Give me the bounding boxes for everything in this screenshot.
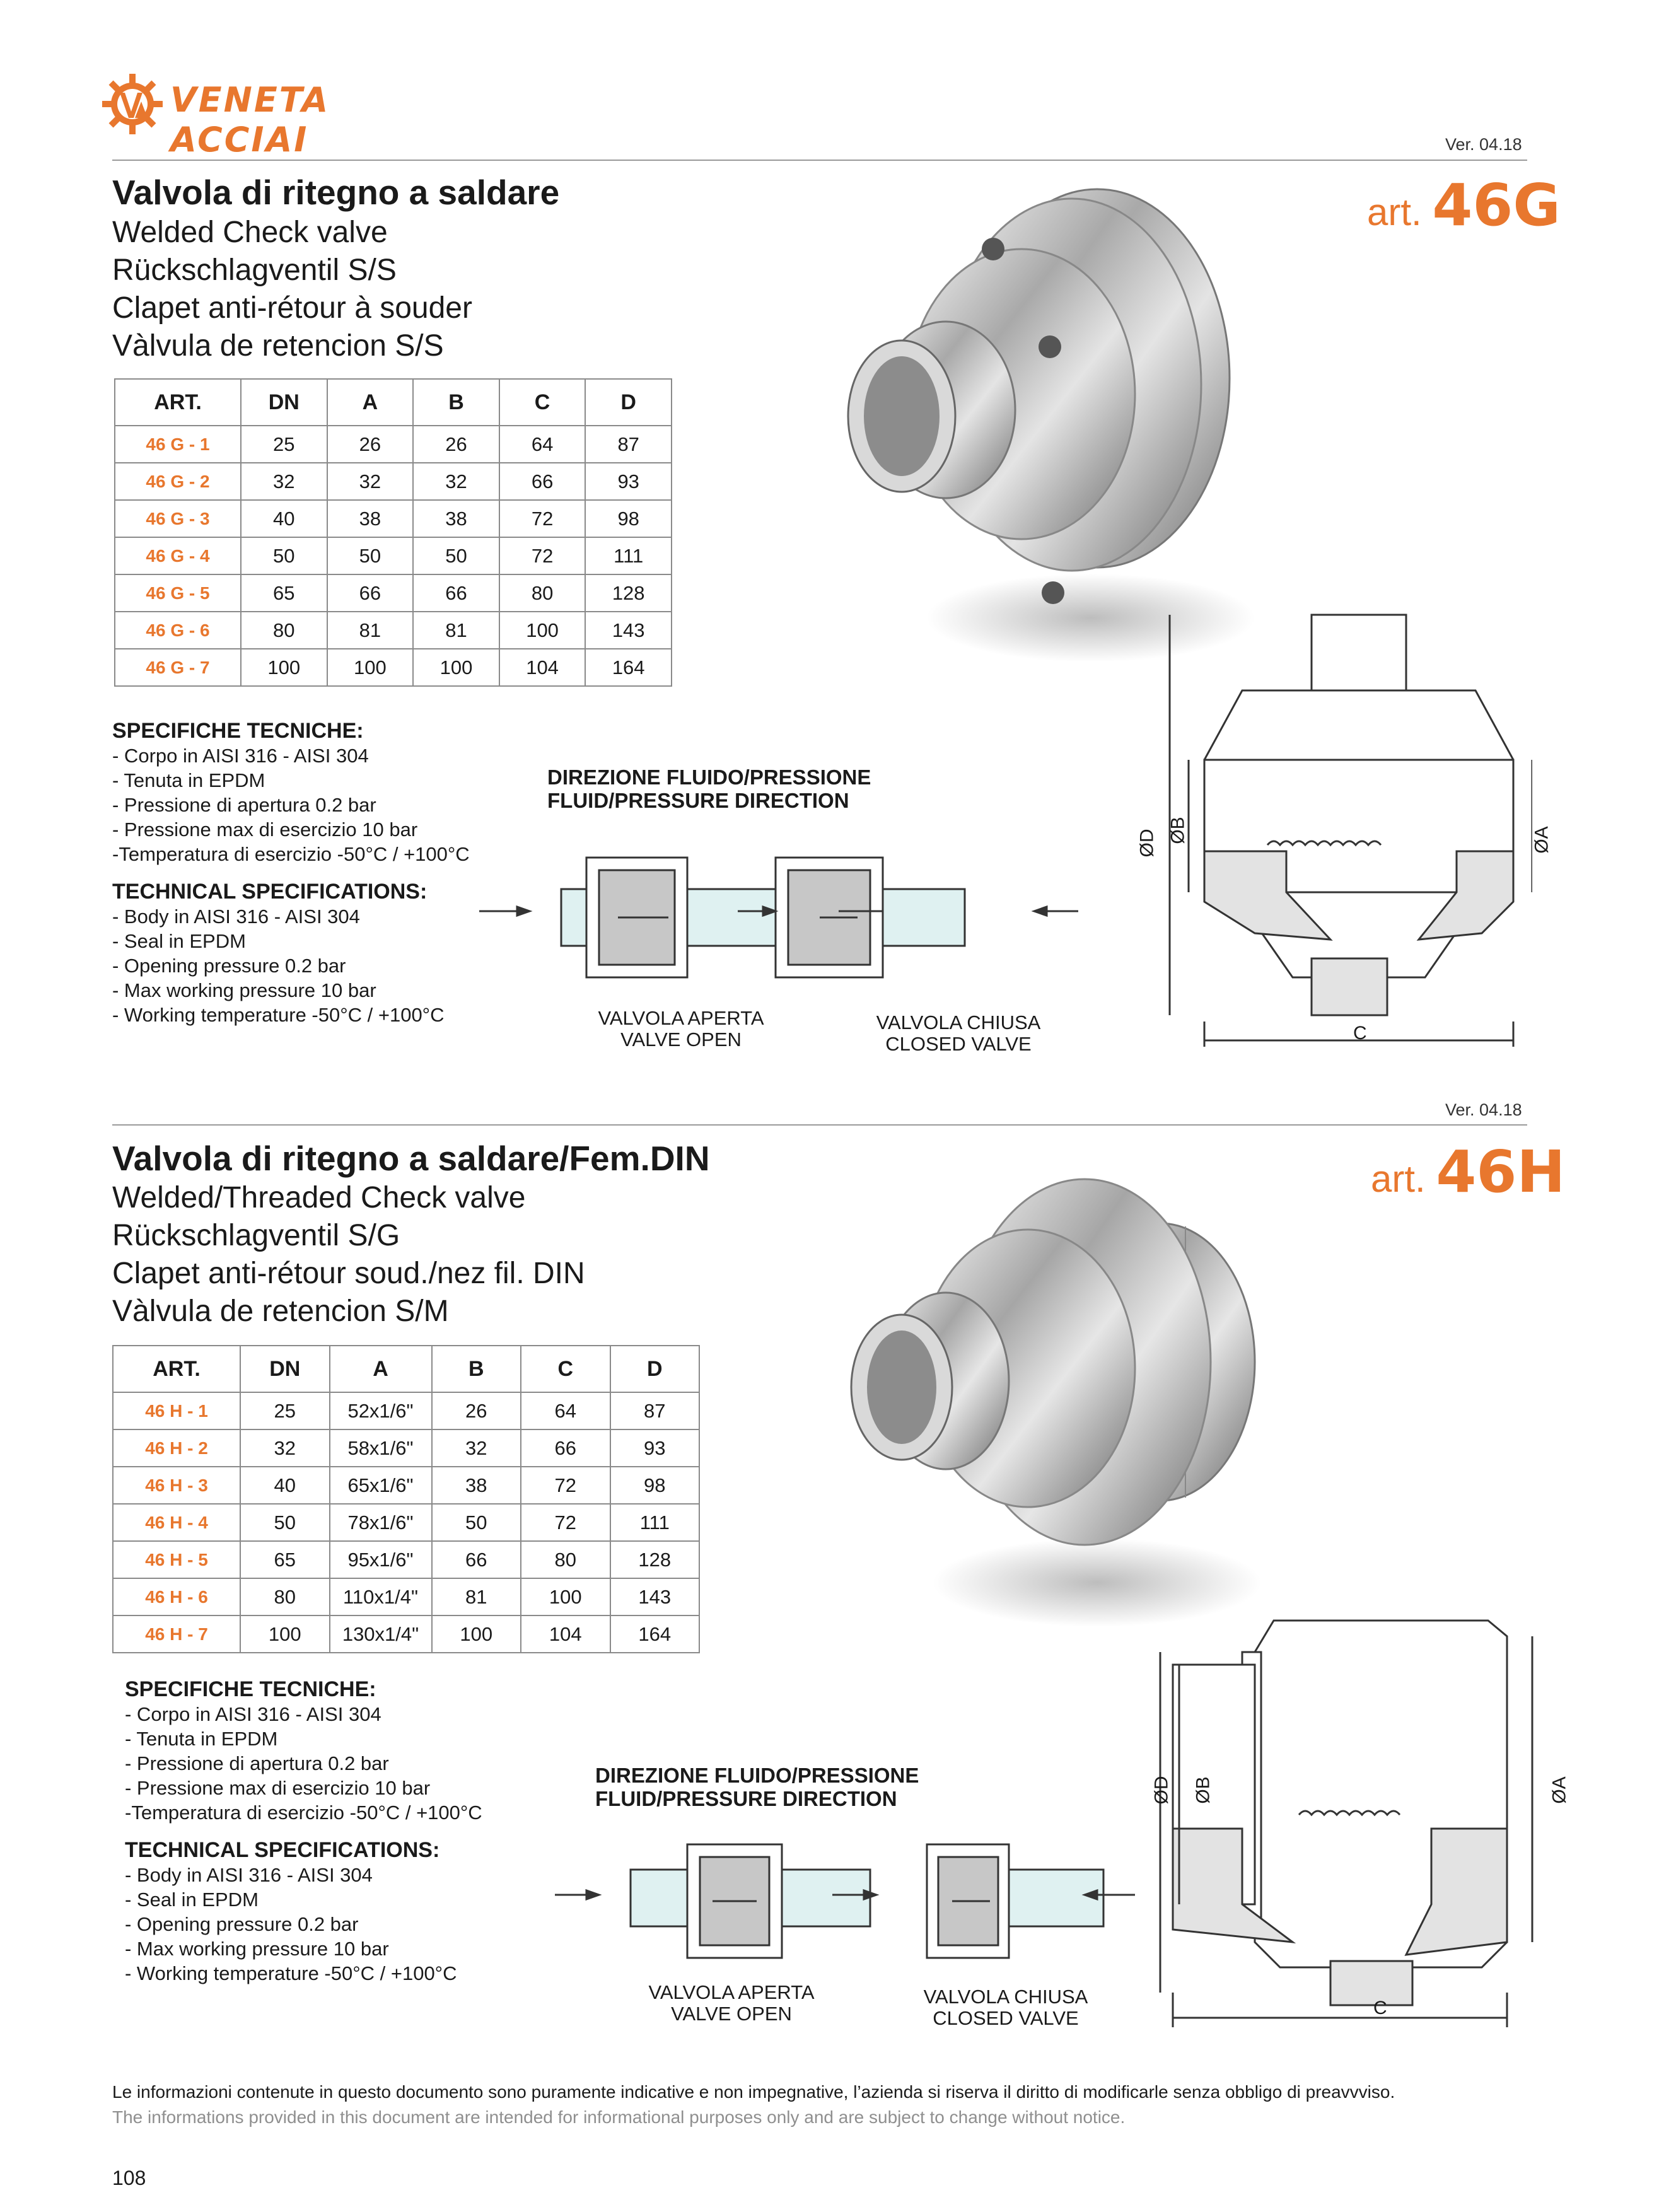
dim-c: C [1373, 1998, 1387, 2018]
dim-b: ØB [1192, 1776, 1214, 1804]
col-header: ART. [115, 379, 241, 426]
spec-item: - Opening pressure 0.2 bar [112, 955, 346, 977]
brand-name: VENETA ACCIAI [170, 80, 330, 160]
value-cell: 130x1/4" [330, 1615, 432, 1653]
flow-direction-label [547, 765, 871, 812]
value-cell: 25 [240, 1392, 330, 1429]
spec-item: - Pressione max di esercizio 10 bar [125, 1777, 431, 1799]
spec-it-title: SPECIFICHE TECNICHE: [112, 719, 364, 743]
spec-item: - Corpo in AISI 316 - AISI 304 [112, 745, 369, 767]
value-cell: 128 [610, 1541, 700, 1578]
value-cell: 26 [432, 1392, 521, 1429]
dimensions-table [114, 378, 672, 687]
article-prefix: art. [1371, 1158, 1426, 1200]
caption-line: VALVE OPEN [671, 2003, 792, 2025]
spec-item: - Seal in EPDM [125, 1889, 259, 1911]
article-code [1367, 172, 1561, 239]
value-cell: 143 [610, 1578, 700, 1615]
product-subtitles [112, 1179, 585, 1330]
value-cell: 58x1/6" [330, 1429, 432, 1467]
table-header-row [115, 379, 672, 426]
dimensions-table [112, 1345, 700, 1653]
value-cell: 128 [585, 574, 672, 612]
article-cell: 46 G - 3 [115, 500, 241, 537]
table-row [113, 1467, 699, 1504]
spec-item: - Working temperature -50°C / +100°C [112, 1004, 445, 1026]
spec-list-en [112, 880, 444, 1027]
spec-item: -Temperatura di esercizio -50°C / +100°C [125, 1802, 482, 1824]
col-header: C [499, 379, 586, 426]
article-cell: 46 H - 1 [113, 1392, 240, 1429]
spec-item: - Pressione di apertura 0.2 bar [112, 794, 376, 816]
article-code [1371, 1138, 1565, 1206]
value-cell: 80 [240, 1578, 330, 1615]
value-cell: 26 [413, 426, 499, 463]
spec-item: -Temperatura di esercizio -50°C / +100°C [112, 843, 470, 865]
col-header: C [521, 1346, 610, 1392]
spec-item: - Tenuta in EPDM [125, 1728, 278, 1750]
caption-valve-open [637, 1982, 826, 2025]
col-header: B [413, 379, 499, 426]
value-cell: 50 [241, 537, 327, 574]
article-cell: 46 H - 4 [113, 1504, 240, 1541]
article-cell: 46 G - 7 [115, 649, 241, 686]
value-cell: 66 [432, 1541, 521, 1578]
spec-item: - Max working pressure 10 bar [125, 1938, 389, 1960]
value-cell: 66 [521, 1429, 610, 1467]
direction-it: DIREZIONE FLUIDO/PRESSIONE [595, 1764, 919, 1787]
col-header: D [585, 379, 672, 426]
col-header: A [330, 1346, 432, 1392]
value-cell: 72 [521, 1467, 610, 1504]
dim-c: C [1353, 1023, 1367, 1044]
value-cell: 65x1/6" [330, 1467, 432, 1504]
value-cell: 98 [585, 500, 672, 537]
version-label: Ver. 04.18 [1445, 135, 1522, 154]
value-cell: 72 [499, 537, 586, 574]
value-cell: 38 [327, 500, 414, 537]
product-subtitles [112, 214, 472, 365]
flow-direction-label [595, 1764, 919, 1810]
value-cell: 87 [585, 426, 672, 463]
page-number: 108 [112, 2167, 146, 2189]
subtitle-en: Welded Check valve [112, 216, 388, 249]
value-cell: 164 [610, 1615, 700, 1653]
value-cell: 98 [610, 1467, 700, 1504]
value-cell: 32 [240, 1429, 330, 1467]
col-header: B [432, 1346, 521, 1392]
article-cell: 46 H - 6 [113, 1578, 240, 1615]
table-row [115, 537, 672, 574]
value-cell: 104 [521, 1615, 610, 1653]
direction-it: DIREZIONE FLUIDO/PRESSIONE [547, 765, 871, 789]
subtitle-de: Rückschlagventil S/G [112, 1219, 400, 1252]
table-body [115, 426, 672, 686]
spec-item: - Tenuta in EPDM [112, 769, 265, 791]
section-divider [112, 1124, 1527, 1126]
value-cell: 50 [240, 1504, 330, 1541]
direction-en: FLUID/PRESSURE DIRECTION [547, 789, 849, 812]
disclaimer-it: Le informazioni contenute in questo documento sono puramente indicative e non impegnative, l’azienda si riserva il diritto di modificarle senza obbligo di preavvviso. [112, 2082, 1395, 2102]
value-cell: 104 [499, 649, 586, 686]
table-row [115, 574, 672, 612]
caption-valve-closed [864, 1012, 1053, 1055]
spec-item: - Pressione di apertura 0.2 bar [125, 1752, 389, 1774]
value-cell: 32 [241, 463, 327, 500]
value-cell: 100 [413, 649, 499, 686]
flow-diagram [473, 820, 1135, 1022]
dim-d: ØD [1136, 829, 1158, 858]
value-cell: 100 [499, 612, 586, 649]
spec-item: - Pressione max di esercizio 10 bar [112, 818, 418, 841]
subtitle-en: Welded/Threaded Check valve [112, 1181, 526, 1214]
value-cell: 80 [241, 612, 327, 649]
table-header-row [113, 1346, 699, 1392]
article-number: 46G [1432, 172, 1561, 239]
spec-list-it [112, 719, 470, 866]
caption-line: VALVOLA CHIUSA [876, 1011, 1041, 1033]
dim-d: ØD [1151, 1776, 1172, 1805]
valve-46g-photo [820, 183, 1299, 675]
table-row [115, 612, 672, 649]
value-cell: 66 [327, 574, 414, 612]
spec-it-title: SPECIFICHE TECNICHE: [125, 1677, 376, 1701]
product-title: Valvola di ritegno a saldare [112, 173, 560, 212]
article-cell: 46 H - 3 [113, 1467, 240, 1504]
value-cell: 93 [585, 463, 672, 500]
spec-item: - Working temperature -50°C / +100°C [125, 1962, 457, 1984]
value-cell: 100 [241, 649, 327, 686]
caption-line: VALVOLA CHIUSA [923, 1986, 1088, 2008]
dim-b: ØB [1167, 817, 1189, 844]
col-header: DN [241, 379, 327, 426]
direction-en: FLUID/PRESSURE DIRECTION [595, 1787, 897, 1810]
article-cell: 46 G - 5 [115, 574, 241, 612]
value-cell: 26 [327, 426, 414, 463]
spec-item: - Seal in EPDM [112, 930, 246, 952]
spec-item: - Body in AISI 316 - AISI 304 [112, 905, 360, 928]
product-title: Valvola di ritegno a saldare/Fem.DIN [112, 1139, 710, 1178]
table-row [115, 500, 672, 537]
gear-logo-icon [101, 73, 164, 136]
flow-diagram [549, 1816, 1185, 1999]
value-cell: 72 [521, 1504, 610, 1541]
caption-valve-open [586, 1008, 776, 1051]
article-prefix: art. [1367, 191, 1422, 233]
col-header: D [610, 1346, 700, 1392]
value-cell: 95x1/6" [330, 1541, 432, 1578]
subtitle-fr: Clapet anti-rétour à souder [112, 291, 472, 325]
value-cell: 81 [327, 612, 414, 649]
value-cell: 100 [521, 1578, 610, 1615]
value-cell: 80 [521, 1541, 610, 1578]
value-cell: 111 [610, 1504, 700, 1541]
table-row [113, 1504, 699, 1541]
caption-line: CLOSED VALVE [885, 1033, 1032, 1055]
dim-a: ØA [1531, 826, 1552, 854]
spec-en-title: TECHNICAL SPECIFICATIONS: [125, 1838, 440, 1862]
value-cell: 25 [241, 426, 327, 463]
subtitle-es: Vàlvula de retencion S/M [112, 1295, 449, 1328]
caption-line: VALVE OPEN [620, 1028, 742, 1051]
caption-valve-closed [911, 1986, 1100, 2029]
article-cell: 46 G - 1 [115, 426, 241, 463]
value-cell: 40 [240, 1467, 330, 1504]
dim-a: ØA [1549, 1776, 1570, 1804]
value-cell: 64 [499, 426, 586, 463]
table-row [113, 1578, 699, 1615]
article-cell: 46 G - 4 [115, 537, 241, 574]
article-cell: 46 H - 5 [113, 1541, 240, 1578]
version-label: Ver. 04.18 [1445, 1100, 1522, 1119]
spec-item: - Max working pressure 10 bar [112, 979, 376, 1001]
spec-list-it [125, 1677, 482, 1825]
col-header: DN [240, 1346, 330, 1392]
value-cell: 38 [413, 500, 499, 537]
value-cell: 64 [521, 1392, 610, 1429]
table-row [113, 1429, 699, 1467]
table-row [115, 426, 672, 463]
table-row [113, 1615, 699, 1653]
subtitle-es: Vàlvula de retencion S/S [112, 329, 444, 363]
value-cell: 52x1/6" [330, 1392, 432, 1429]
value-cell: 65 [240, 1541, 330, 1578]
disclaimer-en: The informations provided in this document are intended for informational purposes only and are subject to change without notice. [112, 2107, 1126, 2127]
value-cell: 50 [327, 537, 414, 574]
spec-list-en [125, 1838, 457, 1986]
col-header: ART. [113, 1346, 240, 1392]
value-cell: 32 [327, 463, 414, 500]
value-cell: 100 [327, 649, 414, 686]
article-cell: 46 G - 2 [115, 463, 241, 500]
value-cell: 40 [241, 500, 327, 537]
caption-line: VALVOLA APERTA [648, 1981, 815, 2003]
value-cell: 164 [585, 649, 672, 686]
value-cell: 110x1/4" [330, 1578, 432, 1615]
value-cell: 111 [585, 537, 672, 574]
col-header: A [327, 379, 414, 426]
value-cell: 87 [610, 1392, 700, 1429]
spec-item: - Corpo in AISI 316 - AISI 304 [125, 1703, 381, 1725]
caption-line: CLOSED VALVE [933, 2007, 1079, 2029]
article-number: 46H [1436, 1138, 1566, 1206]
caption-line: VALVOLA APERTA [598, 1007, 764, 1029]
table-body [113, 1392, 699, 1653]
subtitle-fr: Clapet anti-rétour soud./nez fil. DIN [112, 1257, 585, 1290]
spec-item: - Opening pressure 0.2 bar [125, 1913, 359, 1935]
table-row [115, 463, 672, 500]
value-cell: 50 [432, 1504, 521, 1541]
value-cell: 81 [432, 1578, 521, 1615]
brand-logo [101, 66, 429, 160]
value-cell: 100 [240, 1615, 330, 1653]
value-cell: 78x1/6" [330, 1504, 432, 1541]
section-divider [112, 160, 1527, 161]
value-cell: 66 [499, 463, 586, 500]
value-cell: 80 [499, 574, 586, 612]
technical-drawing-46g [1129, 605, 1532, 1059]
spec-item: - Body in AISI 316 - AISI 304 [125, 1864, 373, 1886]
value-cell: 93 [610, 1429, 700, 1467]
value-cell: 32 [413, 463, 499, 500]
table-row [113, 1541, 699, 1578]
table-row [115, 649, 672, 686]
value-cell: 66 [413, 574, 499, 612]
value-cell: 143 [585, 612, 672, 649]
value-cell: 81 [413, 612, 499, 649]
value-cell: 65 [241, 574, 327, 612]
article-cell: 46 H - 2 [113, 1429, 240, 1467]
subtitle-de: Rückschlagventil S/S [112, 253, 397, 287]
value-cell: 50 [413, 537, 499, 574]
value-cell: 100 [432, 1615, 521, 1653]
value-cell: 72 [499, 500, 586, 537]
value-cell: 32 [432, 1429, 521, 1467]
article-cell: 46 H - 7 [113, 1615, 240, 1653]
article-cell: 46 G - 6 [115, 612, 241, 649]
table-row [113, 1392, 699, 1429]
value-cell: 38 [432, 1467, 521, 1504]
spec-en-title: TECHNICAL SPECIFICATIONS: [112, 880, 428, 904]
